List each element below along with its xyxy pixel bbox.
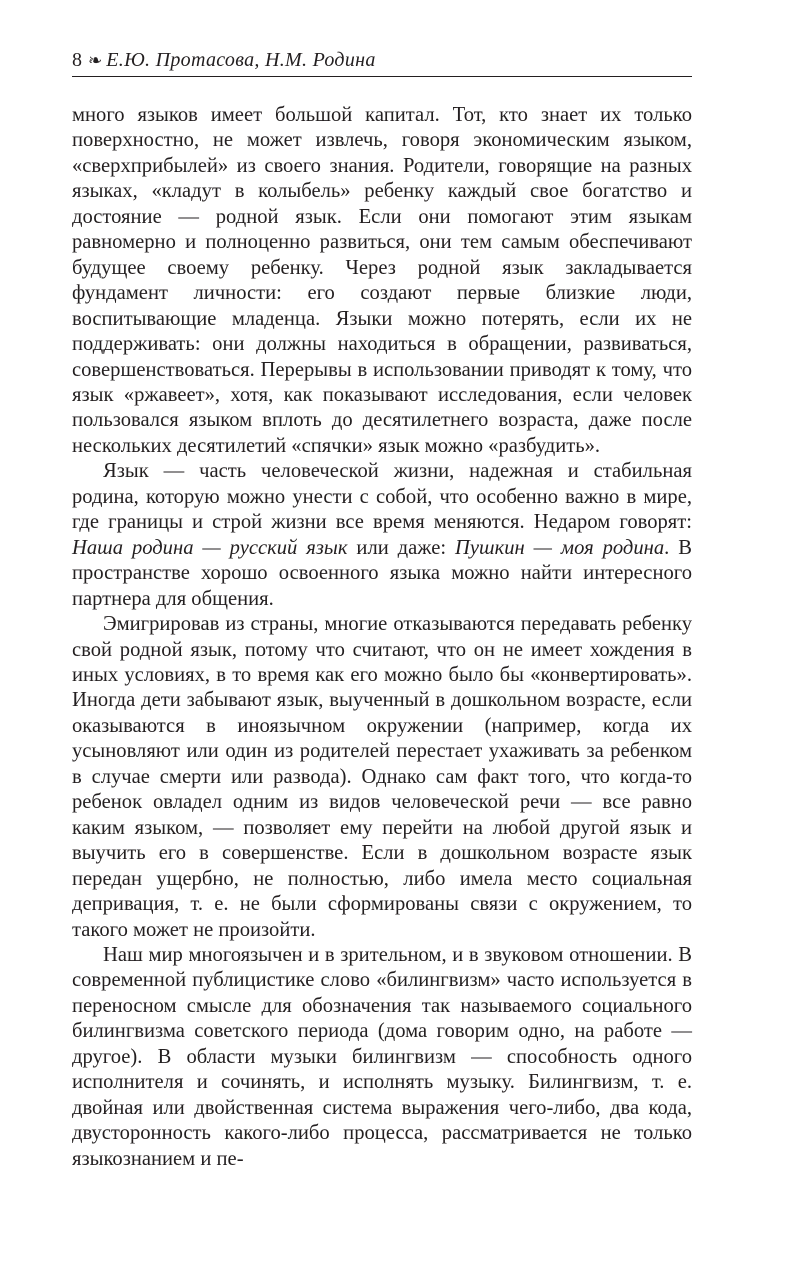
paragraph-2 xyxy=(72,459,692,612)
paragraph-2-italic-quote-2: Пушкин — моя родина xyxy=(455,536,665,559)
fleuron-ornament-icon: ❧ xyxy=(88,51,103,70)
paragraph-1: много языков имеет большой капитал. Тот, кто знает их только поверхностно, не может извлечь, говоря экономическим языком, «сверхприбылей» из своего знания. Родители, говорящие на разных языках, «кладут в колыбель» ребенку каждый свое богатство и достояние — родной язык. Если они помогают этим языкам равномерно и полноценно развиться, они тем самым обеспечивают будущее своему ребенку. Через родной язык закладывается фундамент личности: его создают первые близкие люди, воспитывающие младенца. Языки можно потерять, если их не поддерживать: они должны находиться в обращении, развиваться, совершенствоваться. Перерывы в использовании приводят к тому, что язык «ржавеет», хотя, как показывают исследования, если человек пользовался языком вплоть до десятилетнего возраста, даже после нескольких десятилетий «спячки» язык можно «разбудить». xyxy=(72,104,692,457)
page-number: 8 xyxy=(72,49,82,71)
running-head-authors: Е.Ю. Протасова, Н.М. Родина xyxy=(106,49,376,71)
header-rule xyxy=(72,76,692,77)
running-head xyxy=(72,48,692,73)
paragraph-2-text-after: . В пространстве хорошо освоенного языка можно найти интересного партнера для общения. xyxy=(72,536,692,610)
paragraph-2-text-middle: или даже: xyxy=(347,536,456,559)
paragraph-2-text-before: Язык — часть человеческой жизни, надежная и стабильная родина, которую можно унести с собой, что особенно важно в мире, где границы и строй жизни все время меняются. Недаром говорят: xyxy=(72,460,692,534)
paragraph-3: Эмигрировав из страны, многие отказываются передавать ребенку свой родной язык, потому что считают, что он не имеет хождения в иных условиях, в то время как его можно было бы «конвертировать». Иногда дети забывают язык, выученный в дошкольном возрасте, если оказываются в иноязычном окружении (например, когда их усыновляют или один из родителей перестает ухаживать за ребенком в случае смерти или развода). Однако сам факт того, что когда-то ребенок овладел одним из видов человеческой речи — все равно каким языком, — позволяет ему перейти на любой другой язык и выучить его в совершенстве. Если в дошкольном возрасте язык передан ущербно, не полностью, либо имела место социальная депривация, т. е. не были сформированы связи с окружением, то такого может не произойти. xyxy=(72,613,692,941)
paragraph-4: Наш мир многоязычен и в зрительном, и в звуковом отношении. В современной публицистике слово «билингвизм» часто используется в переносном смысле для обозначения так называемого социального билингвизма советского периода (дома говорим одно, на работе — другое). В области музыки билингвизм — способность одного исполнителя и сочинять, и исполнять музыку. Билингвизм, т. е. двойная или двойственная система выражения чего-либо, два кода, двусторонность какого-либо процесса, рассматривается не только языкознанием и пе- xyxy=(72,943,692,1170)
body-text xyxy=(72,103,692,1172)
paragraph-2-italic-quote-1: Наша родина — русский язык xyxy=(72,536,348,559)
